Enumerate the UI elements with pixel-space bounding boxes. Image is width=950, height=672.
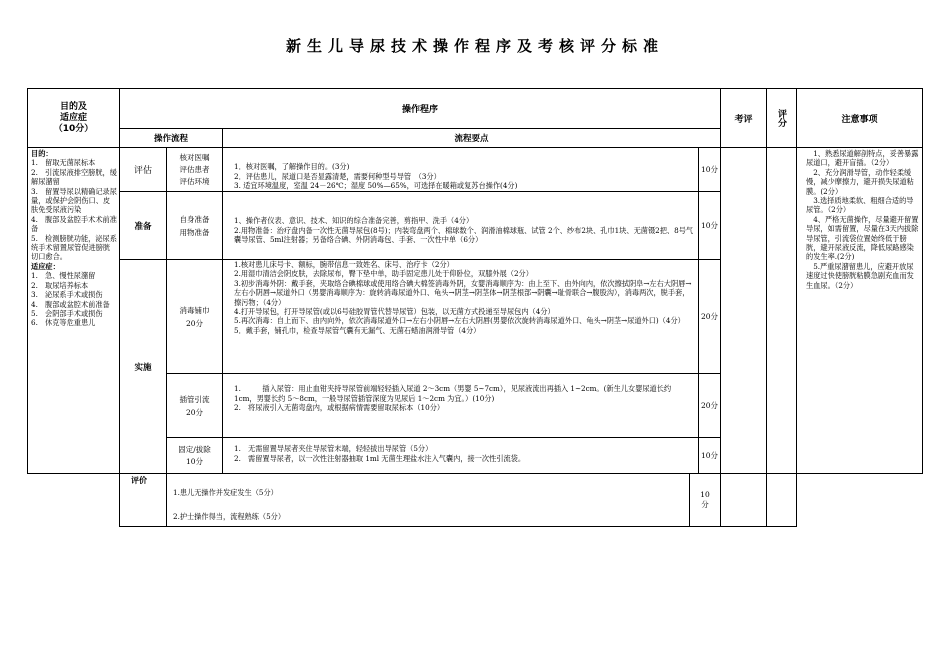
header-points-label: 流程要点 — [454, 134, 489, 144]
purpose-line: 2. 取尿培养标本 — [31, 280, 89, 290]
step-prep — [166, 191, 223, 260]
step-label: 消毒铺巾 — [179, 305, 210, 315]
step-disinfect — [166, 259, 223, 374]
evaluation-review-cell — [720, 473, 767, 527]
header-purpose-cell — [27, 88, 120, 148]
point-line: 5．戴手套，铺孔巾，检查导尿管气囊有无漏气、无菌石蜡油润滑导管（4分） — [234, 325, 481, 335]
stage-implement-label: 实施 — [134, 362, 152, 373]
header-flow — [119, 128, 223, 148]
step-insert — [166, 373, 223, 438]
header-points — [222, 128, 721, 148]
point-line: 2. 将尿液引入无菌弯盘内，或根据病情需要留取尿标本（10分） — [234, 403, 445, 413]
point-line: 3. 适宜环境温度，室温 24－26℃；湿度 50%—65%，可选择在暖箱或复苏台操作(4分) — [234, 181, 518, 191]
purpose-line: 目的： — [31, 149, 53, 158]
header-notes — [796, 88, 923, 148]
step-score: 20分 — [185, 318, 204, 328]
point-line: 2．评估患儿，尿道口是否显露清楚，需要何种型号导管 （3分） — [234, 171, 441, 181]
score-assess — [698, 147, 721, 192]
purpose-line: 5. 会阴部手术或损伤 — [31, 308, 103, 318]
evaluation-score: 10分 — [700, 490, 710, 509]
step-label: 评估患者 — [179, 164, 210, 174]
evaluation-item: 1.患儿无操作并发症发生（5分） — [173, 488, 278, 497]
purpose-line: 适应症： — [31, 261, 60, 271]
score-value: 10分 — [700, 220, 719, 230]
purpose-line: 4. 腹部或盆腔术前准备 — [31, 299, 110, 309]
score-value: 20分 — [700, 400, 719, 410]
note-item: 5.严重尿潴留患儿，应避开放尿速度过快使膀胱粘膜急剧充血而发生血尿。（2分） — [806, 261, 914, 290]
point-line: 1. 插入尿管：用止血钳夹持导尿管前端轻轻插入尿道 2～3cm（男婴 5~7cm），见尿液流出再插入 1~2cm。(新生儿女婴尿道长约 1cm，男婴长约 5～8cm，一般导尿管插管深度为见尿后 1～2cm 为宜。）(10分) — [234, 384, 672, 403]
grade-cell — [766, 147, 797, 474]
purpose-line: 1. 留取无菌尿标本 — [31, 158, 96, 168]
point-line: 5.再次消毒：自上而下、由内向外，依次消毒尿道外口→左右小阴唇→左右大阴唇(男婴依次旋转消毒尿道外口、龟头→阴茎→尿道外口)（4分） — [234, 316, 685, 326]
header-score — [766, 88, 797, 148]
notes-text — [806, 149, 920, 290]
points-assess-text — [234, 162, 694, 191]
point-line: 1. 无需留置导尿者夹住导尿管末端，轻轻拔出导尿管（5分） — [234, 444, 433, 453]
stage-prep — [119, 191, 167, 260]
purpose-line: 4. 腹部及盆腔手术术前准备 — [31, 214, 117, 234]
purpose-line: 5. 检测膀胱功能，泌尿系统手术留置尿管促进膀胱切口愈合。 — [31, 233, 117, 262]
purpose-line: 2. 引流尿液排空膀胱，缓解尿潴留 — [31, 167, 117, 187]
step-label: 用物准备 — [179, 227, 210, 237]
evaluation-grade-cell — [766, 473, 797, 527]
header-flow-label: 操作流程 — [153, 134, 188, 144]
score-insert — [698, 373, 721, 438]
step-assess — [166, 147, 223, 192]
note-item: 1、熟悉尿道解剖特点，妥善暴露尿道口，避开盲插。（2分） — [806, 149, 919, 168]
header-procedure — [119, 88, 721, 129]
purpose-line: 6. 休克等危重患儿 — [31, 318, 96, 328]
score-value: 20分 — [700, 311, 719, 321]
purpose-line: 3. 留置导尿以精确记录尿量，或保护会阴伤口、皮肤免受尿液污染 — [31, 186, 117, 215]
points-insert-text — [234, 384, 694, 413]
header-score-label: 评分 — [776, 109, 786, 127]
header-review — [720, 88, 767, 148]
step-score: 10分 — [185, 456, 204, 466]
points-disinfect-text — [234, 260, 694, 335]
review-cell — [720, 147, 767, 474]
evaluation-score-cell — [689, 473, 721, 527]
note-item: 2、充分润滑导管，动作轻柔缓慢，减少摩擦力，避开损失尿道粘膜。(2分） — [806, 167, 914, 196]
point-line: 1．核对医嘱，了解操作目的。(3分) — [234, 162, 350, 171]
evaluation-item: 2.护士操作得当，流程熟练（5分） — [173, 512, 286, 521]
point-line: 1、操作者仪表、意识、技术、知识的综合准备完善，剪指甲、洗手（4分） — [234, 216, 474, 225]
step-fix — [166, 437, 223, 474]
point-line: 3.初步消毒外阴：戴手套，夹取络合碘棉球或使用络合碘大棉签消毒外阴，女婴消毒顺序为：由上至下、由外向内，依次擦拭阴阜→左右大阴唇→左右小阴唇→尿道外口（男婴消毒顺序为：旋转消毒尿道外口、龟头→阴茎→阴茎体→阴茎根部→阴囊→耻骨联合→腹股沟），消毒两次，脱手套，擦污物；（4分） — [234, 278, 692, 307]
score-value: 10分 — [700, 450, 719, 460]
purpose-line: 3. 泌尿系手术或损伤 — [31, 290, 103, 300]
point-line: 2.用物准备：治疗盘内备一次性无菌导尿包(8号)；内装弯盘两个、棉球数个、润滑油棉球瓶、试管 2个、纱布2块、孔巾1块、无菌镊2把、8号气囊导尿管、5ml注射器；另备络合碘、外阴消毒包、手套、一次性中单（6分） — [234, 225, 694, 245]
score-fix — [698, 437, 721, 474]
step-label: 固定/拔除 — [178, 444, 211, 454]
note-item: 4、严格无菌操作，尽量避开留置导尿，如需留置，尽量在3天内拔除导尿管，引流袋位置始终低于膀胱，避开尿液反流，降低尿路感染的发生率.(2分) — [806, 214, 919, 262]
note-item: 3.选择质地柔软、粗细合适的导尿管。（2分） — [806, 196, 914, 215]
step-score: 20分 — [185, 407, 204, 417]
points-prep-text — [234, 216, 694, 245]
header-purpose-line: 目的及 — [59, 101, 87, 112]
point-line: 2. 需留置导尿者，以一次性注射器抽取 1ml 无菌生理盐水注入气囊内，接一次性引流袋。 — [234, 453, 526, 463]
header-review-label: 考评 — [734, 114, 753, 125]
point-line: 4.打开导尿包，打开导尿管(或以6号硅胶胃管代替导尿管）包装，以无菌方式投递至导尿包内（4分） — [234, 307, 555, 317]
stage-prep-label: 准备 — [134, 221, 152, 232]
page-title: 新生儿导尿技术操作程序及考核评分标准 — [285, 37, 664, 55]
evaluation-label: 评价 — [131, 476, 147, 485]
score-prep — [698, 191, 721, 260]
step-label: 插管引流 — [179, 394, 210, 404]
purpose-text — [31, 149, 117, 328]
stage-assess — [119, 147, 167, 192]
stage-assess-label: 评估 — [133, 166, 152, 176]
score-value: 10分 — [700, 164, 719, 174]
step-label: 评估环境 — [179, 176, 210, 186]
step-label: 自身准备 — [179, 214, 210, 224]
point-line: 1.核对患儿床号卡、额标，腕带信息一致姓名、床号、治疗卡（2分） — [234, 260, 454, 269]
step-label: 核对医嘱 — [179, 152, 210, 162]
header-purpose-line: 适应症 — [59, 112, 87, 123]
header-purpose-line: （10分） — [53, 123, 94, 134]
score-disinfect — [698, 259, 721, 374]
point-line: 2.用湿巾清洁会阴皮肤，去除尿布，臀下垫中单，助手固定患儿处于仰卧位，双膝外展（2分） — [234, 269, 533, 279]
stage-implement — [119, 259, 167, 474]
header-notes-label: 注意事项 — [841, 114, 878, 125]
purpose-line: 1. 急、慢性尿潴留 — [31, 271, 96, 281]
header-procedure-label: 操作程序 — [401, 105, 438, 115]
points-fix-text — [234, 444, 694, 463]
